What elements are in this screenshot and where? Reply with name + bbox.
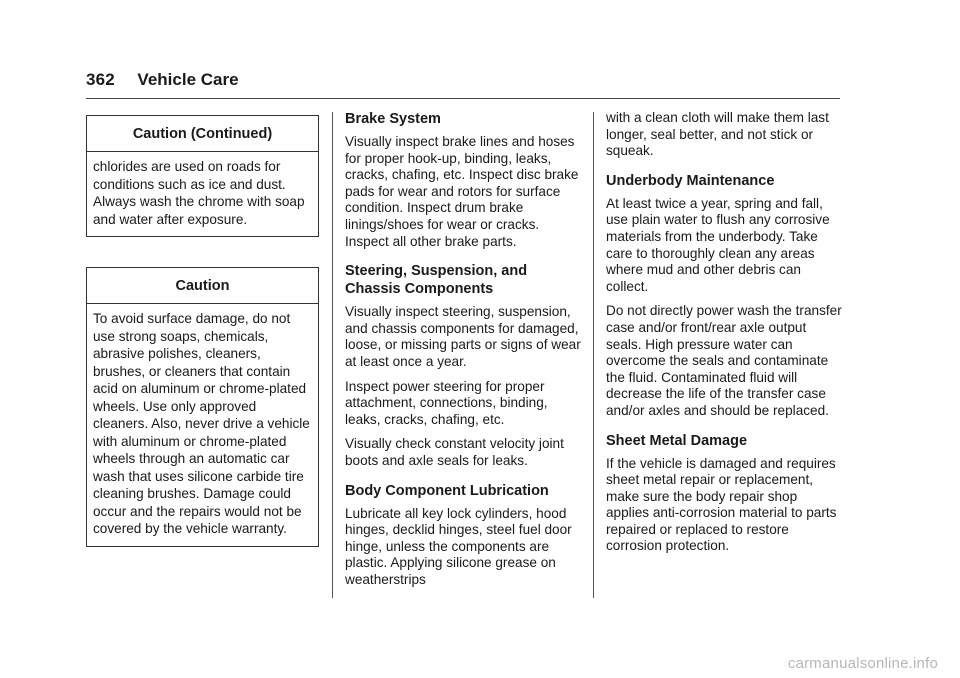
paragraph: Visually check constant velocity joint boots and axle seals for leaks. — [345, 436, 564, 468]
page-section-title: Vehicle Care — [137, 70, 239, 89]
section-heading-brake-system: Brake System — [345, 111, 441, 127]
paragraph: Do not directly power wash the transfer case and/or front/rear axle output seals. High pressure water can overcome the seals and contaminate the fluid. Contaminated fluid will decrease the life of the transfer case and/or axles and should be replaced. — [606, 303, 842, 418]
left-column — [86, 110, 319, 547]
page-number: 362 — [86, 70, 115, 89]
caution-body: chlorides are used on roads for conditions such as ice and dust. Always wash the chrome with soap and water after exposure. — [93, 159, 305, 227]
caution-box-continued — [86, 115, 319, 237]
middle-column — [345, 110, 581, 596]
paragraph: Visually inspect brake lines and hoses for proper hook-up, binding, leaks, cracks, chafing, etc. Inspect disc brake pads for wear and rotors for surface condition. Inspect drum brake linings/shoes for wear or cracks. Inspect all other brake parts. — [345, 134, 579, 249]
paragraph-continued: with a clean cloth will make them last longer, seal better, and not stick or squeak. — [606, 110, 829, 159]
watermark-brand: carmanualsonline.info — [787, 655, 938, 672]
caution-title: Caution — [87, 268, 318, 304]
section-heading-underbody: Underbody Maintenance — [606, 172, 775, 189]
right-column — [606, 110, 842, 563]
caution-body: To avoid surface damage, do not use strong soaps, chemicals, abrasive polishes, cleaners, brushes, or cleaners that contain acid on aluminum or chrome-plated wheels. Use only approved cleaners. Also, never drive a vehicle with aluminum or chrome-plated wheels through an automatic car wash that uses silicone carbide tire cleaning brushes. Damage could occur and the repairs would not be covered by the vehicle warranty. — [93, 311, 310, 536]
paragraph: Lubricate all key lock cylinders, hood hinges, decklid hinges, steel fuel door hinge, unless the components are plastic. Applying silicone grease on weatherstrips — [345, 505, 572, 587]
section-heading-body-lubrication: Body Component Lubrication — [345, 482, 549, 499]
paragraph: Inspect power steering for proper attachment, connections, binding, leaks, cracks, chafing, etc. — [345, 378, 548, 427]
column-divider — [593, 112, 594, 598]
caution-title: Caution (Continued) — [87, 116, 318, 152]
section-heading-sheet-metal: Sheet Metal Damage — [606, 432, 748, 449]
column-divider — [332, 112, 333, 598]
page-header — [86, 70, 840, 99]
paragraph: Visually inspect steering, suspension, and chassis components for damaged, loose, or missing parts or signs of wear at least once a year. — [345, 304, 581, 369]
section-heading-steering: Steering, Suspension, and Chassis Components — [345, 263, 528, 298]
caution-box — [86, 267, 319, 547]
paragraph: At least twice a year, spring and fall, use plain water to flush any corrosive materials from the underbody. Take care to thoroughly clean any areas where mud and other debris can collect. — [606, 195, 830, 294]
paragraph: If the vehicle is damaged and requires sheet metal repair or replacement, make sure the body repair shop applies anti-corrosion material to parts repaired or replaced to restore corrosion protection. — [606, 455, 837, 554]
